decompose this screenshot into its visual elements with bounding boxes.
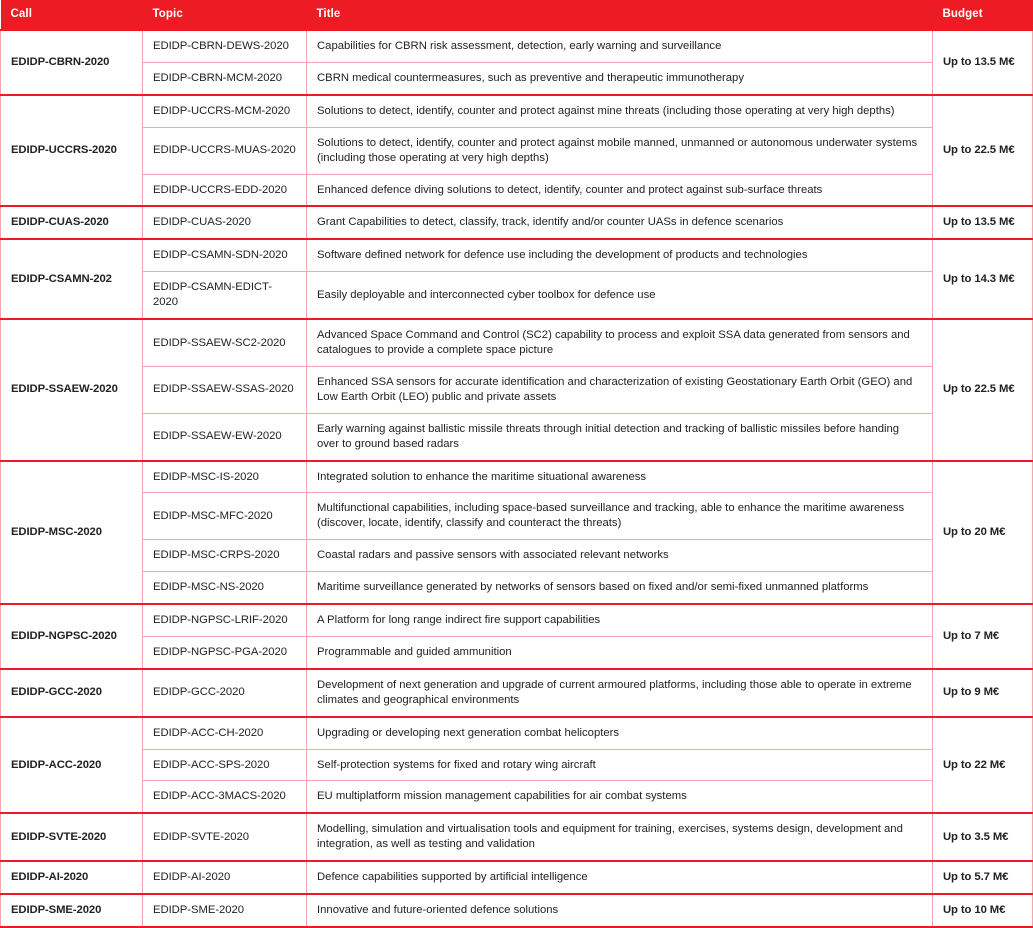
budget-cell: Up to 13.5 M€ (933, 30, 1033, 95)
table-row (1, 717, 1033, 749)
budget-cell: Up to 13.5 M€ (933, 206, 1033, 239)
topic-cell: EDIDP-NGPSC-PGA-2020 (143, 636, 307, 668)
topic-cell: EDIDP-CBRN-DEWS-2020 (143, 30, 307, 62)
topic-cell: EDIDP-SVTE-2020 (143, 813, 307, 861)
topic-cell: EDIDP-CBRN-MCM-2020 (143, 62, 307, 94)
topic-cell: EDIDP-SSAEW-SC2-2020 (143, 319, 307, 366)
topic-cell: EDIDP-SME-2020 (143, 894, 307, 927)
call-cell: EDIDP-UCCRS-2020 (1, 95, 143, 207)
call-cell: EDIDP-CUAS-2020 (1, 206, 143, 239)
title-cell: Coastal radars and passive sensors with associated relevant networks (307, 540, 933, 572)
topic-cell: EDIDP-MSC-CRPS-2020 (143, 540, 307, 572)
column-header-call: Call (1, 0, 143, 30)
topic-cell: EDIDP-CSAMN-SDN-2020 (143, 239, 307, 271)
title-cell: Development of next generation and upgrade of current armoured platforms, including those able to operate in extreme climates and geographical environments (307, 669, 933, 717)
budget-cell: Up to 7 M€ (933, 604, 1033, 669)
topic-cell: EDIDP-ACC-SPS-2020 (143, 749, 307, 781)
topic-cell: EDIDP-ACC-CH-2020 (143, 717, 307, 749)
call-cell: EDIDP-CBRN-2020 (1, 30, 143, 95)
topic-cell: EDIDP-NGPSC-LRIF-2020 (143, 604, 307, 636)
budget-cell: Up to 22.5 M€ (933, 319, 1033, 460)
table-row (1, 239, 1033, 271)
call-cell: EDIDP-SME-2020 (1, 894, 143, 927)
topic-cell: EDIDP-SSAEW-EW-2020 (143, 413, 307, 460)
title-cell: Solutions to detect, identify, counter and protect against mobile manned, unmanned or autonomous underwater systems (including those operating at very high depths) (307, 127, 933, 174)
topic-cell: EDIDP-UCCRS-EDD-2020 (143, 174, 307, 206)
topic-cell: EDIDP-SSAEW-SSAS-2020 (143, 366, 307, 413)
table-row (1, 127, 1033, 174)
title-cell: Programmable and guided ammunition (307, 636, 933, 668)
table-row (1, 62, 1033, 94)
table-row (1, 749, 1033, 781)
title-cell: Multifunctional capabilities, including space-based surveillance and tracking, able to enhance the maritime awareness (discover, locate, identify, classify and counteract the threats) (307, 493, 933, 540)
title-cell: Enhanced defence diving solutions to detect, identify, counter and protect against sub-surface threats (307, 174, 933, 206)
budget-cell: Up to 22.5 M€ (933, 95, 1033, 207)
table-row (1, 413, 1033, 460)
table-row (1, 493, 1033, 540)
budget-cell: Up to 9 M€ (933, 669, 1033, 717)
title-cell: Defence capabilities supported by artificial intelligence (307, 861, 933, 894)
title-cell: Capabilities for CBRN risk assessment, detection, early warning and surveillance (307, 30, 933, 62)
title-cell: A Platform for long range indirect fire support capabilities (307, 604, 933, 636)
table-row (1, 540, 1033, 572)
title-cell: Maritime surveillance generated by networks of sensors based on fixed and/or semi-fixed unmanned platforms (307, 572, 933, 604)
call-cell: EDIDP-GCC-2020 (1, 669, 143, 717)
title-cell: Solutions to detect, identify, counter and protect against mine threats (including those operating at very high depths) (307, 95, 933, 127)
budget-cell: Up to 5.7 M€ (933, 861, 1033, 894)
call-cell: EDIDP-CSAMN-202 (1, 239, 143, 319)
table-row (1, 174, 1033, 206)
call-cell: EDIDP-SSAEW-2020 (1, 319, 143, 460)
table-row (1, 894, 1033, 927)
title-cell: Grant Capabilities to detect, classify, track, identify and/or counter UASs in defence scenarios (307, 206, 933, 239)
table-row (1, 861, 1033, 894)
title-cell: CBRN medical countermeasures, such as preventive and therapeutic immunotherapy (307, 62, 933, 94)
topic-cell: EDIDP-MSC-NS-2020 (143, 572, 307, 604)
title-cell: Modelling, simulation and virtualisation tools and equipment for training, exercises, systems design, development and integration, as well as testing and validation (307, 813, 933, 861)
title-cell: Enhanced SSA sensors for accurate identification and characterization of existing Geostationary Earth Orbit (GEO) and Low Earth Orbit (LEO) public and private assets (307, 366, 933, 413)
topic-cell: EDIDP-CSAMN-EDICT-2020 (143, 272, 307, 319)
table-row (1, 813, 1033, 861)
call-cell: EDIDP-MSC-2020 (1, 461, 143, 605)
title-cell: Self-protection systems for fixed and rotary wing aircraft (307, 749, 933, 781)
topic-cell: EDIDP-MSC-IS-2020 (143, 461, 307, 493)
budget-cell: Up to 3.5 M€ (933, 813, 1033, 861)
budget-cell: Up to 22 M€ (933, 717, 1033, 814)
table-row (1, 319, 1033, 366)
title-cell: Software defined network for defence use including the development of products and technologies (307, 239, 933, 271)
call-cell: EDIDP-AI-2020 (1, 861, 143, 894)
table-row (1, 572, 1033, 604)
budget-cell: Up to 14.3 M€ (933, 239, 1033, 319)
topic-cell: EDIDP-GCC-2020 (143, 669, 307, 717)
budget-cell: Up to 10 M€ (933, 894, 1033, 927)
table-row (1, 30, 1033, 62)
table-row (1, 781, 1033, 813)
table-row (1, 636, 1033, 668)
column-header-topic: Topic (143, 0, 307, 30)
header-row (1, 0, 1033, 30)
table-row (1, 461, 1033, 493)
topic-cell: EDIDP-ACC-3MACS-2020 (143, 781, 307, 813)
call-cell: EDIDP-NGPSC-2020 (1, 604, 143, 669)
title-cell: Easily deployable and interconnected cyber toolbox for defence use (307, 272, 933, 319)
title-cell: EU multiplatform mission management capabilities for air combat systems (307, 781, 933, 813)
title-cell: Integrated solution to enhance the maritime situational awareness (307, 461, 933, 493)
table-body (1, 30, 1033, 927)
table-row (1, 669, 1033, 717)
table-row (1, 206, 1033, 239)
budget-cell: Up to 20 M€ (933, 461, 1033, 605)
call-cell: EDIDP-SVTE-2020 (1, 813, 143, 861)
column-header-title: Title (307, 0, 933, 30)
topic-cell: EDIDP-UCCRS-MUAS-2020 (143, 127, 307, 174)
title-cell: Innovative and future-oriented defence solutions (307, 894, 933, 927)
call-cell: EDIDP-ACC-2020 (1, 717, 143, 814)
table-row (1, 95, 1033, 127)
title-cell: Early warning against ballistic missile threats through initial detection and tracking of ballistic missiles before handing over to ground based radars (307, 413, 933, 460)
table-row (1, 272, 1033, 319)
table-header (1, 0, 1033, 30)
title-cell: Advanced Space Command and Control (SC2) capability to process and exploit SSA data generated from sensors and catalogues to provide a complete space picture (307, 319, 933, 366)
topic-cell: EDIDP-MSC-MFC-2020 (143, 493, 307, 540)
title-cell: Upgrading or developing next generation combat helicopters (307, 717, 933, 749)
topic-cell: EDIDP-AI-2020 (143, 861, 307, 894)
table-row (1, 366, 1033, 413)
topic-cell: EDIDP-CUAS-2020 (143, 206, 307, 239)
table-row (1, 604, 1033, 636)
column-header-budget: Budget (933, 0, 1033, 30)
topic-cell: EDIDP-UCCRS-MCM-2020 (143, 95, 307, 127)
